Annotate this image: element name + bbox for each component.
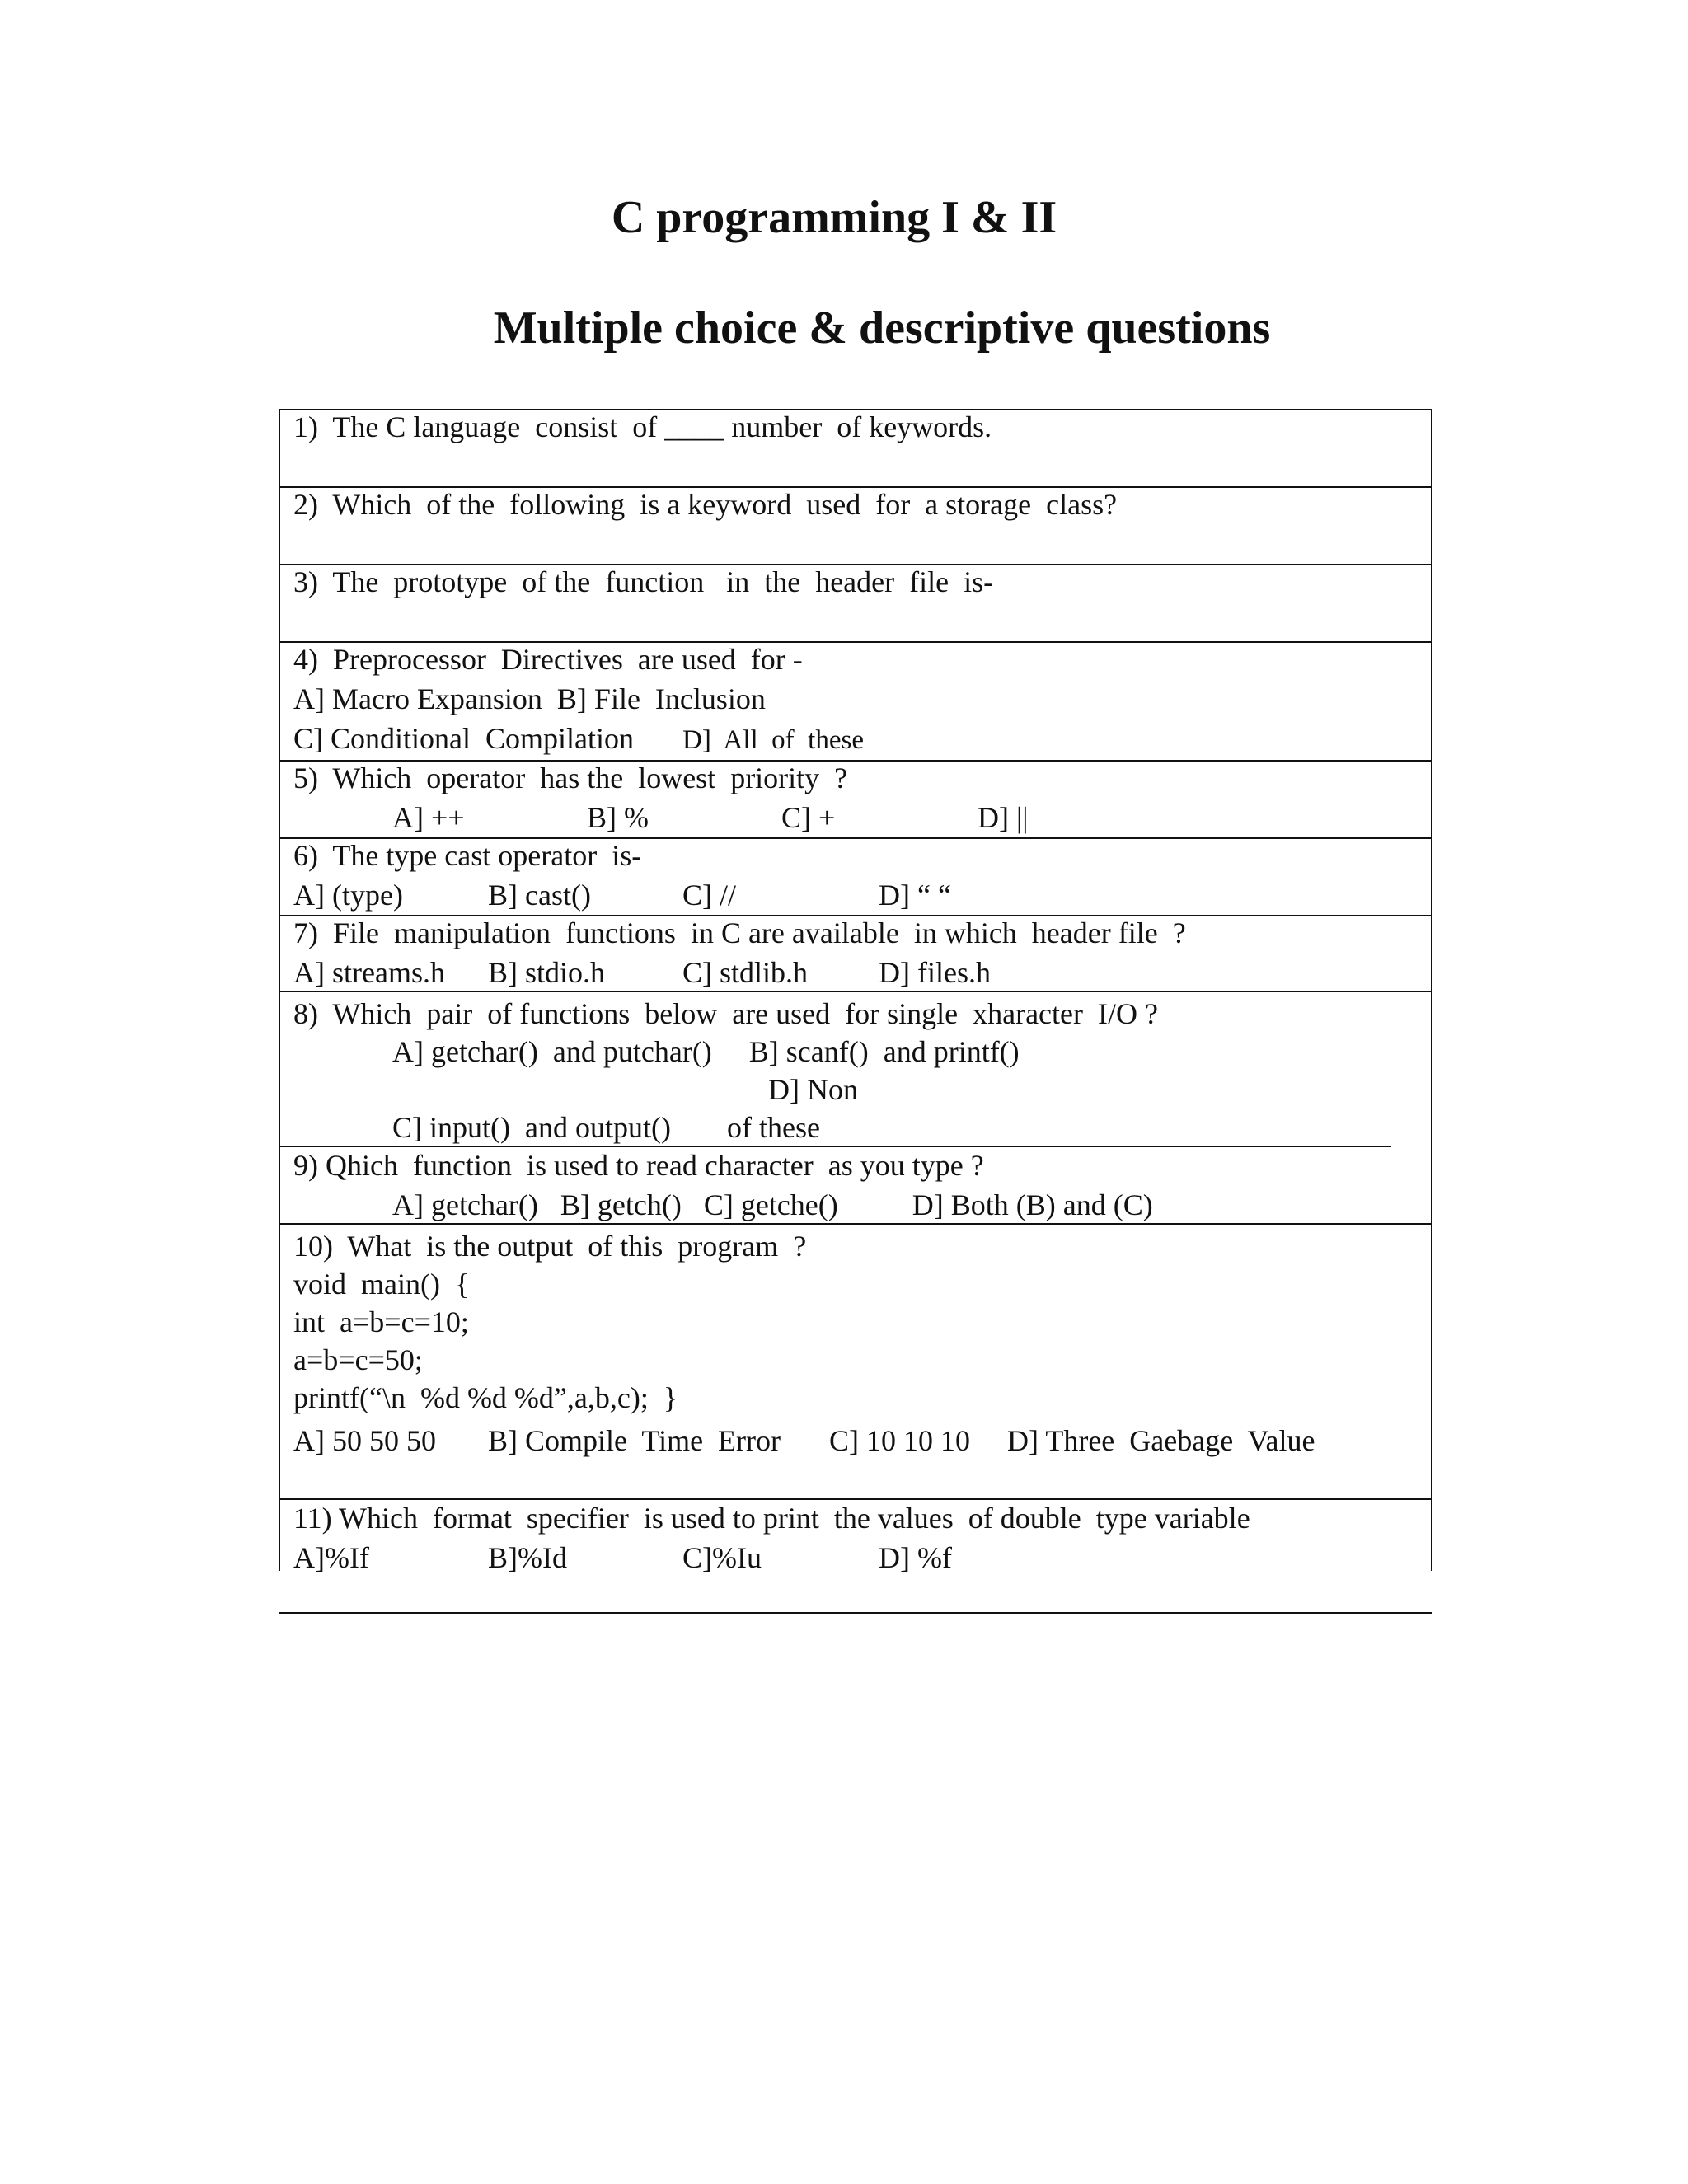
question-3 (293, 562, 994, 641)
question-5-option-a: A] ++ (392, 801, 465, 834)
question-2 (293, 485, 1118, 564)
question-8-options-ab: A] getchar() and putchar() B] scanf() and printf() (392, 1035, 1020, 1068)
question-7-option-d: D] files.h (879, 956, 991, 989)
question-6-option-b: B] cast() (488, 879, 591, 912)
question-9-options: A] getchar() B] getch() C] getche() D] Both (B) and (C) (392, 1188, 1153, 1221)
question-11 (293, 1498, 1250, 1736)
page-subtitle: Multiple choice & descriptive questions (493, 302, 1271, 354)
question-7-option-b: B] stdio.h (488, 956, 606, 989)
question-11-option-d: D] %f (879, 1541, 952, 1574)
question-2-text: 2) Which of the following is a keyword used for a storage class? (293, 488, 1118, 521)
question-7-text: 7) File manipulation functions in C are available in which header file ? (293, 916, 1186, 949)
question-4-option-d: D] All of these (682, 725, 864, 755)
question-4-option-c: C] Conditional Compilation (293, 722, 634, 755)
question-6-option-a: A] (type) (293, 879, 403, 912)
table-bottom-border (279, 1612, 1432, 1614)
question-5-text: 5) Which operator has the lowest priority ? (293, 762, 848, 794)
question-10-option-a: A] 50 50 50 (293, 1424, 436, 1457)
question-10-option-c: C] 10 10 10 (829, 1424, 970, 1457)
question-7-option-c: C] stdlib.h (682, 956, 809, 989)
question-11-text: 11) Which format specifier is used to print the values of double type variable (293, 1502, 1250, 1535)
question-4-text: 4) Preprocessor Directives are used for - (293, 643, 803, 676)
question-6-option-c: C] // (682, 879, 737, 912)
question-8-option-c: C] input() and output() (392, 1111, 671, 1144)
code-line: void main() { (293, 1268, 470, 1301)
question-8-text: 8) Which pair of functions below are used for single xharacter I/O ? (293, 997, 1158, 1030)
question-6-text: 6) The type cast operator is- (293, 839, 642, 872)
question-4-options-line: A] Macro Expansion B] File Inclusion (293, 682, 766, 715)
question-6-option-d: D] “ “ (879, 879, 951, 912)
question-3-text: 3) The prototype of the function in the header file is- (293, 565, 994, 598)
question-11-option-b: B]%Id (488, 1541, 567, 1574)
question-11-option-c: C]%Iu (682, 1541, 762, 1574)
question-7-option-a: A] streams.h (293, 956, 445, 989)
question-1 (293, 407, 992, 486)
question-8-option-d-cont: of these (727, 1111, 820, 1144)
row-divider (279, 991, 1432, 992)
page-title: C programming I & II (611, 192, 1057, 243)
code-line: a=b=c=50; (293, 1343, 423, 1376)
question-11-option-a: A]%If (293, 1541, 369, 1574)
question-5-option-c: C] + (781, 801, 836, 834)
question-8-option-d: D] Non (768, 1073, 858, 1106)
question-10-option-d: D] Three Gaebage Value (1007, 1424, 1315, 1457)
question-1-text: 1) The C language consist of ____ number of keywords. (293, 410, 992, 443)
question-10-text: 10) What is the output of this program ? (293, 1230, 807, 1263)
code-line: int a=b=c=10; (293, 1305, 469, 1338)
question-9-text: 9) Qhich function is used to read character as you type ? (293, 1149, 984, 1182)
code-line: printf(“\n %d %d %d”,a,b,c); } (293, 1381, 678, 1414)
question-5-option-b: B] % (587, 801, 649, 834)
question-5-option-d: D] || (978, 801, 1029, 834)
question-10-option-b: B] Compile Time Error (488, 1424, 781, 1457)
